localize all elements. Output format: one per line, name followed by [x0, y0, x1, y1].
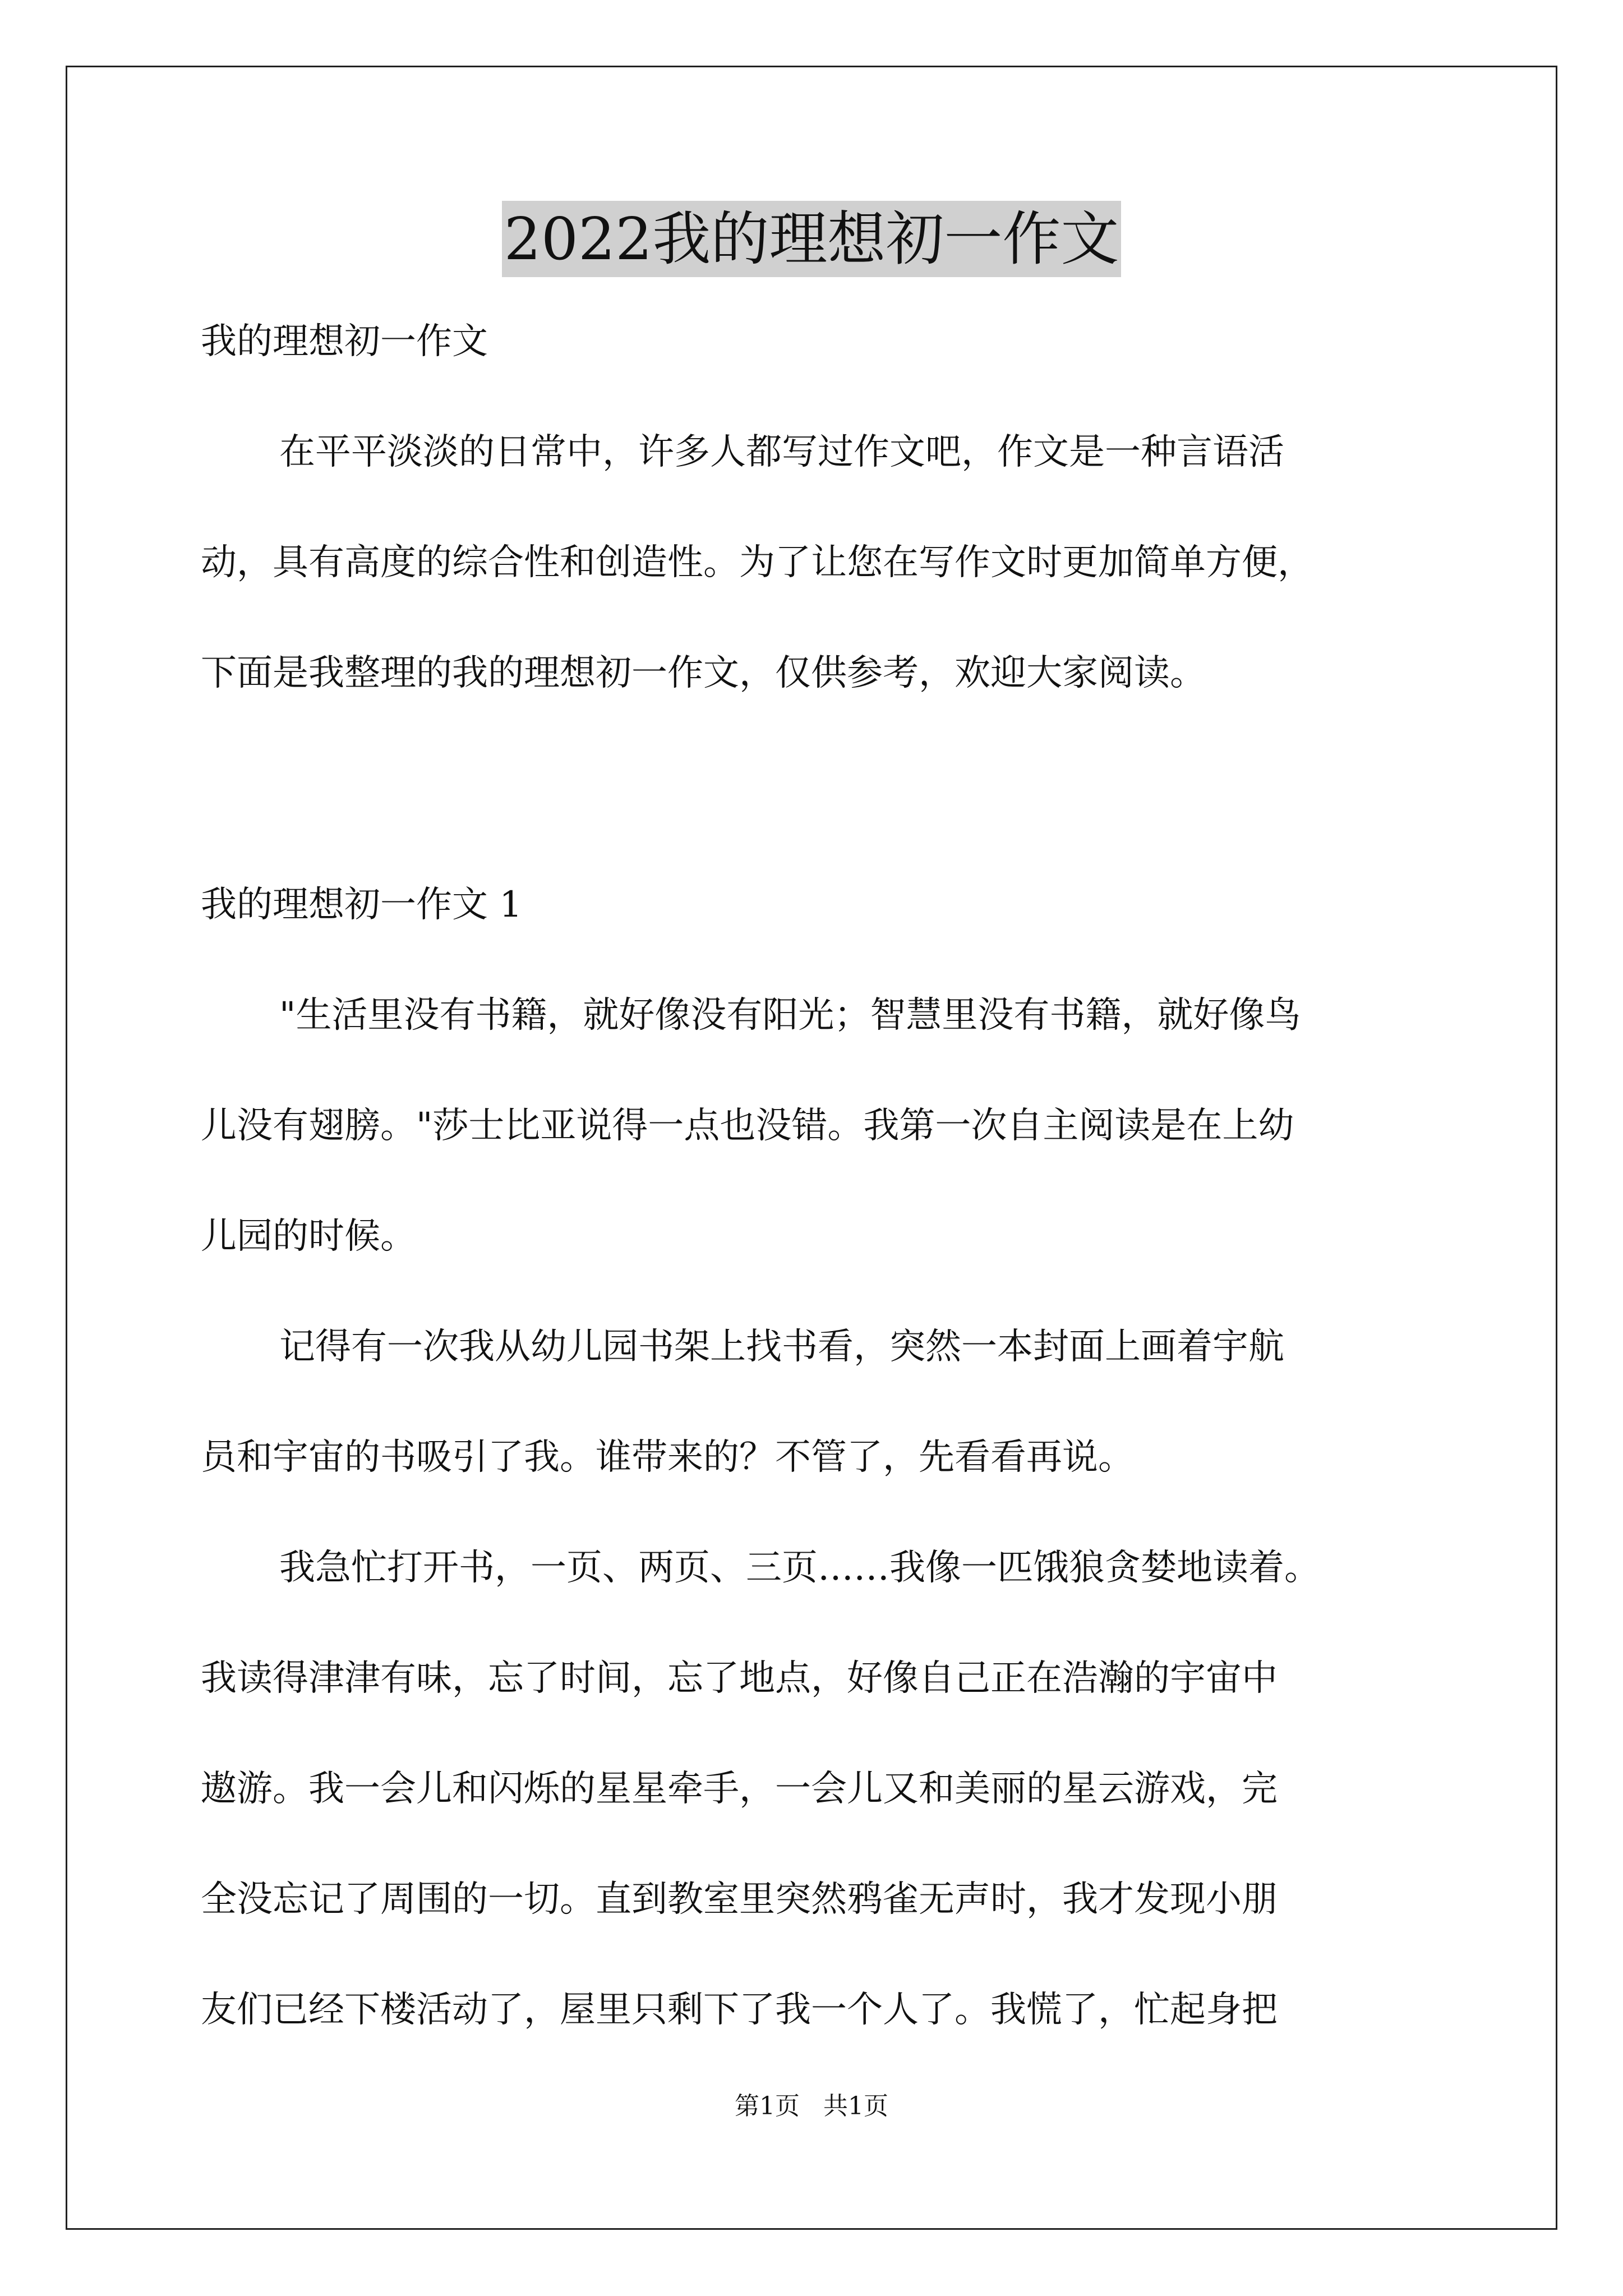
paragraph-line: 我急忙打开书，一页、两页、三页……我像一匹饿狼贪婪地读着。 [279, 1547, 1320, 1589]
paragraph-line: 动，具有高度的综合性和创造性。为了让您在写作文时更加简单方便， [201, 542, 1313, 583]
intro-paragraph [201, 397, 1435, 729]
paragraph-line: 儿园的时候。 [201, 1216, 416, 1257]
section-heading: 我的理想初一作文 1 [201, 884, 523, 926]
document-subtitle: 我的理想初一作文 [201, 321, 488, 362]
paragraph-line: 儿没有翅膀。"莎士比亚说得一点也没错。我第一次自主阅读是在上幼 [201, 1105, 1294, 1147]
paragraph-2 [201, 1292, 1435, 1513]
paragraph-1 [201, 960, 1435, 1292]
paragraph-line: 我读得津津有味，忘了时间，忘了地点，好像自己正在浩瀚的宇宙中 [201, 1658, 1278, 1699]
document-title: 2022我的理想初一作文 [502, 201, 1122, 277]
title-container [0, 201, 1623, 277]
subtitle-block [201, 287, 1435, 397]
paragraph-line: 下面是我整理的我的理想初一作文，仅供参考，欢迎大家阅读。 [201, 652, 1206, 694]
section-heading-block [201, 850, 1435, 960]
paragraph-line: 员和宇宙的书吸引了我。谁带来的？不管了，先看看再说。 [201, 1437, 1134, 1478]
paragraph-line: 友们已经下楼活动了，屋里只剩下了我一个人了。我慌了，忙起身把 [201, 1989, 1278, 2031]
paragraph-line: 记得有一次我从幼儿园书架上找书看，突然一本封面上画着宇航 [279, 1326, 1284, 1368]
paragraph-line: 全没忘记了周围的一切。直到教室里突然鸦雀无声时，我才发现小朋 [201, 1879, 1278, 1920]
paragraph-line: 遨游。我一会儿和闪烁的星星牵手，一会儿又和美丽的星云游戏，完 [201, 1768, 1278, 1810]
paragraph-3 [201, 1513, 1435, 2065]
page-footer: 第1页 共1页 [735, 2092, 888, 2120]
paragraph-line: 在平平淡淡的日常中，许多人都写过作文吧，作文是一种言语活 [279, 431, 1284, 473]
paragraph-line: "生活里没有书籍，就好像没有阳光；智慧里没有书籍，就好像鸟 [279, 995, 1301, 1036]
